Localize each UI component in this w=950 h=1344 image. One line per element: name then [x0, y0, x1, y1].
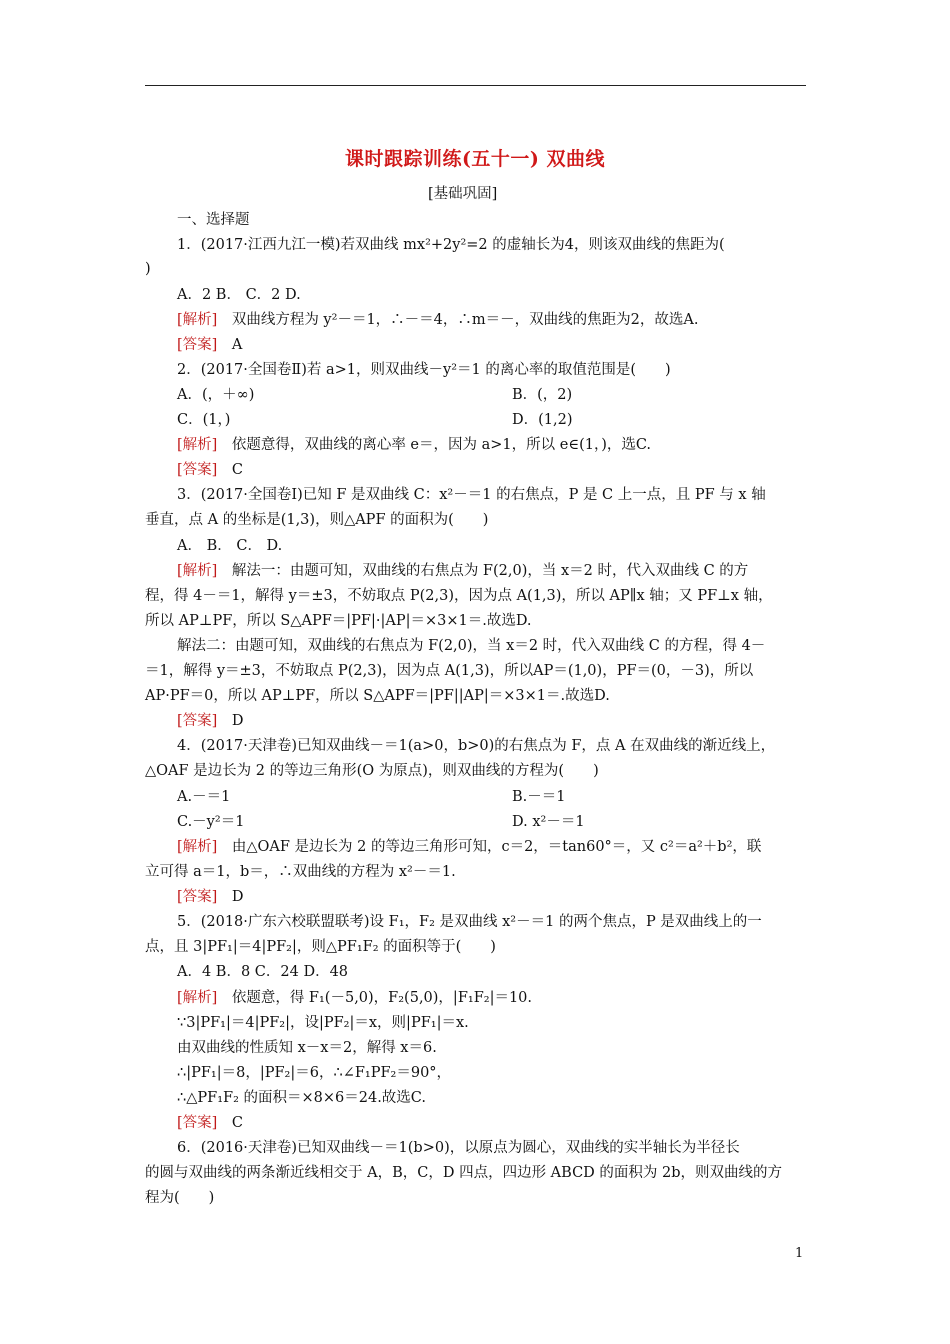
section-heading: 一、选择题: [177, 212, 250, 228]
q3-options: A． B． C． D.: [177, 538, 283, 554]
q1-answer-text: A: [231, 337, 243, 353]
q2-analysis-text: 依题意得，双曲线的离心率 e＝，因为 a>1，所以 e∈(1，)，选C.: [231, 437, 652, 453]
q5-analysis-line2: ∵3|PF₁|＝4|PF₂|，设|PF₂|＝x，则|PF₁|＝x.: [177, 1015, 469, 1031]
q3-stem-line1: 3．(2017·全国卷Ⅰ)已知 F 是双曲线 C：x²－＝1 的右焦点，P 是 C 上一点，且 PF 与 x 轴: [177, 487, 766, 503]
q6-stem-line3: 程为( ): [145, 1190, 215, 1206]
q3-method2-line3: AP·PF＝0，所以 AP⊥PF，所以 S△APF＝|PF||AP|＝×3×1＝.故选D.: [145, 688, 610, 704]
q4-option-d: D. x²－＝1: [512, 814, 585, 830]
q3-answer: [177, 711, 243, 731]
q3-analysis-text: 解法一：由题可知，双曲线的右焦点为 F(2,0)，当 x＝2 时，代入双曲线 C 的方: [231, 563, 749, 579]
q1-stem-line2: ): [145, 261, 151, 277]
q5-analysis-line3: 由双曲线的性质知 x－x＝2，解得 x＝6.: [177, 1040, 437, 1056]
q4-stem-line2: △OAF 是边长为 2 的等边三角形(O 为原点)，则双曲线的方程为( ): [145, 763, 599, 779]
q4-option-a: A.－＝1: [177, 789, 231, 805]
q4-answer: [177, 887, 243, 907]
q2-option-c: C．(1，): [177, 412, 231, 428]
q2-stem: 2．(2017·全国卷Ⅱ)若 a>1，则双曲线－y²＝1 的离心率的取值范围是( ): [177, 362, 671, 378]
q6-stem-line1: 6．(2016·天津卷)已知双曲线－＝1(b>0)，以原点为圆心，双曲线的实半轴长为半径长: [177, 1140, 740, 1156]
q4-analysis-text: 由△OAF 是边长为 2 的等边三角形可知，c＝2，＝tan60°＝，又 c²＝a²＋b²，联: [231, 839, 762, 855]
q5-stem-line1: 5．(2018·广东六校联盟联考)设 F₁，F₂ 是双曲线 x²－＝1 的两个焦点，P 是双曲线上的一: [177, 914, 762, 930]
q4-option-b: B.－＝1: [512, 789, 566, 805]
q4-option-c: C.－y²＝1: [177, 814, 245, 830]
q3-analysis-line2: 程，得 4－＝1，解得 y＝±3，不妨取点 P(2,3)，因为点 A(1,3)，所以 AP∥x 轴；又 PF⊥x 轴，: [145, 588, 773, 604]
analysis-tag: [解析]: [177, 312, 218, 328]
answer-tag: [答案]: [177, 1115, 218, 1131]
answer-tag: [答案]: [177, 889, 218, 905]
q5-answer-text: C: [231, 1115, 243, 1131]
page-title: 课时跟踪训练(五十一) 双曲线: [344, 148, 606, 170]
answer-tag: [答案]: [177, 713, 218, 729]
q2-analysis: [177, 435, 651, 455]
q4-answer-text: D: [231, 889, 244, 905]
analysis-tag: [解析]: [177, 563, 218, 579]
q1-options: A．2 B． C．2 D.: [177, 287, 301, 303]
q2-option-d: D．(1,2): [512, 412, 573, 428]
q1-analysis: [177, 310, 698, 330]
analysis-tag: [解析]: [177, 990, 218, 1006]
q4-stem-line1: 4．(2017·天津卷)已知双曲线－＝1(a>0，b>0)的右焦点为 F，点 A 在双曲线的渐近线上，: [177, 738, 776, 754]
q5-analysis-text: 依题意，得 F₁(－5,0)，F₂(5,0)，|F₁F₂|＝10.: [231, 990, 533, 1006]
q3-analysis-line1: [177, 561, 748, 581]
q5-analysis-line1: [177, 988, 532, 1008]
q5-stem-line2: 点，且 3|PF₁|＝4|PF₂|，则△PF₁F₂ 的面积等于( ): [145, 939, 496, 955]
answer-tag: [答案]: [177, 462, 218, 478]
q1-analysis-text: 双曲线方程为 y²－＝1，∴－＝4，∴m＝－，双曲线的焦距为2，故选A.: [231, 312, 699, 328]
analysis-tag: [解析]: [177, 437, 218, 453]
q2-option-b: B．(，2): [512, 387, 573, 403]
q1-stem-line1: 1．(2017·江西九江一模)若双曲线 mx²+2y²=2 的虚轴长为4，则该双曲线的焦距为(: [177, 237, 725, 253]
analysis-tag: [解析]: [177, 839, 218, 855]
q4-analysis-line2: 立可得 a＝1，b＝，∴双曲线的方程为 x²－＝1.: [145, 864, 456, 880]
q3-analysis-line3: 所以 AP⊥PF，所以 S△APF＝|PF|·|AP|＝×3×1＝.故选D.: [145, 613, 532, 629]
q2-answer-text: C: [231, 462, 243, 478]
q5-analysis-line5: ∴△PF₁F₂ 的面积＝×8×6＝24.故选C.: [177, 1090, 426, 1106]
q5-options: A．4 B．8 C．24 D．48: [177, 964, 349, 980]
q4-analysis-line1: [177, 837, 761, 857]
q3-method2-line2: ＝1，解得 y＝±3，不妨取点 P(2,3)，因为点 A(1,3)，所以AP＝(1,0)，PF＝(0，－3)，所以: [145, 663, 754, 679]
page-number: 1: [795, 1246, 804, 1261]
subtitle: [基础巩固]: [428, 186, 498, 202]
q2-option-a: A．(，＋∞): [177, 387, 255, 403]
q5-analysis-line4: ∴|PF₁|＝8，|PF₂|＝6，∴∠F₁PF₂＝90°，: [177, 1065, 452, 1081]
q5-answer: [177, 1113, 243, 1133]
q1-answer: [177, 335, 242, 355]
answer-tag: [答案]: [177, 337, 218, 353]
q3-answer-text: D: [231, 713, 244, 729]
q3-stem-line2: 垂直，点 A 的坐标是(1,3)，则△APF 的面积为( ): [145, 512, 489, 528]
q3-method2-line1: 解法二：由题可知，双曲线的右焦点为 F(2,0)，当 x＝2 时，代入双曲线 C 的方程，得 4－: [177, 638, 766, 654]
header-rule: [145, 85, 806, 86]
q2-answer: [177, 460, 243, 480]
q6-stem-line2: 的圆与双曲线的两条渐近线相交于 A，B，C，D 四点，四边形 ABCD 的面积为 2b，则双曲线的方: [145, 1165, 783, 1181]
